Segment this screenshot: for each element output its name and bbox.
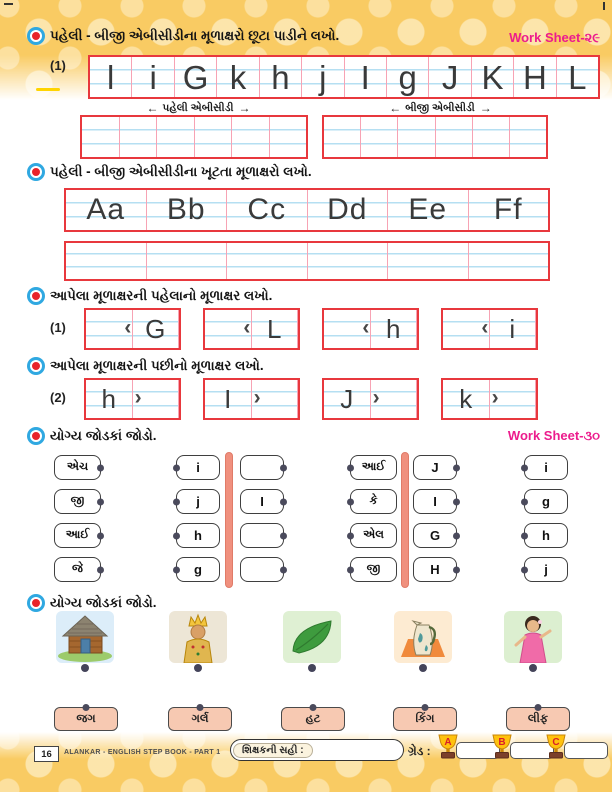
item-number-4: (2) <box>50 390 66 405</box>
given-letter-cell <box>371 310 418 348</box>
word-button[interactable] <box>393 707 457 731</box>
practice-cell[interactable] <box>120 117 158 157</box>
bullet-icon <box>30 166 42 178</box>
answer-text: I <box>260 494 264 509</box>
connector-dot[interactable] <box>422 704 429 711</box>
connector-dot[interactable] <box>419 664 427 672</box>
chevron-right-icon: › <box>134 386 142 410</box>
name-text: કે <box>369 495 378 507</box>
bullet-icon <box>30 597 42 609</box>
given-letter-cell <box>443 380 490 418</box>
bracket-text: પહેલી એબીસીડી <box>162 101 234 114</box>
after-letter-box <box>203 378 300 420</box>
girl-image[interactable] <box>504 611 562 663</box>
match-name-box[interactable] <box>54 557 101 582</box>
grade-label: ગ્રેડ : <box>408 744 431 758</box>
leaf-image[interactable] <box>283 611 341 663</box>
connector-dot[interactable] <box>310 704 317 711</box>
name-text: જી <box>366 563 381 575</box>
chevron-left-icon: ‹ <box>243 316 251 340</box>
letter-cell <box>175 57 217 97</box>
connector-dot[interactable] <box>529 664 537 672</box>
name-text: એચ <box>66 461 89 473</box>
match-letter-box[interactable] <box>413 489 457 514</box>
crop-mark <box>4 3 13 5</box>
item-number-1: (1) <box>50 58 66 73</box>
letter-cell <box>472 57 514 97</box>
letter-text: J <box>431 460 439 475</box>
bullet-icon <box>30 360 42 372</box>
connector-dot[interactable] <box>347 464 354 471</box>
letter-cell <box>302 57 344 97</box>
connector-dot[interactable] <box>97 532 104 539</box>
instruction-3 <box>30 288 272 304</box>
pair-cell <box>66 190 147 230</box>
word-text: ગર્લ <box>191 712 209 725</box>
letter-cell <box>345 57 387 97</box>
match-name-box[interactable] <box>350 489 397 514</box>
connector-dot[interactable] <box>280 498 287 505</box>
chevron-right-icon: › <box>372 386 380 410</box>
match-name-box[interactable] <box>54 523 101 548</box>
connector-dot[interactable] <box>308 664 316 672</box>
before-letter-box <box>441 308 538 350</box>
chevron-left-icon: ‹ <box>481 316 489 340</box>
pair-cell <box>227 190 308 230</box>
arrow-left-icon: ← <box>389 101 401 115</box>
item-number-3: (1) <box>50 320 66 335</box>
after-letter-box <box>322 378 419 420</box>
letter-text: h <box>542 528 550 543</box>
connector-dot[interactable] <box>173 498 180 505</box>
pair-cell <box>147 190 228 230</box>
before-letter-box <box>322 308 419 350</box>
after-letter-box <box>84 378 181 420</box>
practice-cell[interactable] <box>157 117 195 157</box>
letter: I <box>360 58 370 96</box>
name-text: એલ <box>363 529 384 541</box>
grade-letter: B <box>498 737 506 748</box>
word-button[interactable] <box>506 707 570 731</box>
connector-dot[interactable] <box>97 566 104 573</box>
match-letter-box[interactable] <box>413 523 457 548</box>
match-letter-box[interactable] <box>524 557 568 582</box>
connector-dot[interactable] <box>521 464 528 471</box>
yellow-dash <box>36 88 60 91</box>
bracket-label-second-abcd <box>330 101 550 115</box>
connector-dot[interactable] <box>81 664 89 672</box>
match-name-box[interactable] <box>54 455 101 480</box>
practice-line-1 <box>88 55 600 99</box>
letter: l <box>107 58 115 96</box>
divider-bar <box>225 452 233 588</box>
letter: h <box>101 384 116 414</box>
connector-dot[interactable] <box>453 464 460 471</box>
king-image[interactable] <box>169 611 227 663</box>
grade-box-c[interactable] <box>564 742 608 759</box>
instruction-6-text: યોગ્ય જોડકાં જોડો. <box>50 595 157 610</box>
name-text: જે <box>72 563 83 575</box>
given-letter-cell <box>252 310 299 348</box>
chevron-right-icon: › <box>253 386 261 410</box>
connector-dot[interactable] <box>280 566 287 573</box>
match-letter-box[interactable] <box>413 455 457 480</box>
letter-cell <box>90 57 132 97</box>
match-answer-box[interactable] <box>240 557 284 582</box>
word-text: લીફ <box>527 712 549 725</box>
letter: G <box>182 58 209 96</box>
letter-pair: Ee <box>408 193 448 226</box>
given-letter-cell <box>324 380 371 418</box>
answer-grid-first-abcd <box>80 115 308 159</box>
letter-cell <box>557 57 598 97</box>
answer-grid-second-abcd <box>322 115 548 159</box>
instruction-2-text: પહેલી - બીજી એબીસીડીના ખૂટતા મૂળાક્ષરો લખો. <box>50 164 312 179</box>
letter: i <box>149 58 157 96</box>
pair-answer-line <box>64 241 550 281</box>
practice-cell[interactable] <box>388 243 469 279</box>
letter: g <box>398 58 417 96</box>
given-letter-cell <box>86 380 133 418</box>
connector-dot[interactable] <box>535 704 542 711</box>
pair-cell <box>308 190 389 230</box>
match-answer-box[interactable] <box>240 455 284 480</box>
letter: L <box>267 314 282 344</box>
match-letter-box[interactable] <box>524 455 568 480</box>
signature-area[interactable] <box>313 742 401 758</box>
letter-pair: Cc <box>247 193 287 226</box>
pair-cell <box>388 190 469 230</box>
match-letter-box[interactable] <box>176 523 220 548</box>
instruction-4-text: આપેલા મૂળાક્ષરની પછીનો મૂળાક્ષર લખો. <box>50 358 264 373</box>
before-letter-box <box>84 308 181 350</box>
word-button[interactable] <box>54 707 118 731</box>
letter-pair: Aa <box>86 193 126 226</box>
letter: h <box>271 58 290 96</box>
word-text: કિંગ <box>415 712 435 725</box>
connector-dot[interactable] <box>347 566 354 573</box>
bullet-icon <box>30 290 42 302</box>
connector-dot[interactable] <box>97 464 104 471</box>
word-button[interactable] <box>281 707 345 731</box>
connector-dot[interactable] <box>347 498 354 505</box>
practice-cell[interactable] <box>308 243 389 279</box>
word-button[interactable] <box>168 707 232 731</box>
connector-dot[interactable] <box>453 566 460 573</box>
letter: I <box>224 384 232 414</box>
letter-cell <box>514 57 556 97</box>
connector-dot[interactable] <box>97 498 104 505</box>
book-title: ALANKAR - ENGLISH STEP BOOK - PART 1 <box>64 749 221 756</box>
letter-text: g <box>542 494 550 509</box>
letter-text: i <box>196 460 200 475</box>
letter-pair: Bb <box>166 193 206 226</box>
letter: h <box>386 314 401 344</box>
bullet-icon <box>30 30 42 42</box>
practice-cell[interactable] <box>510 117 546 157</box>
pair-cell <box>469 190 549 230</box>
connector-dot[interactable] <box>173 464 180 471</box>
connector-dot[interactable] <box>521 498 528 505</box>
match-name-box[interactable] <box>350 523 397 548</box>
connector-dot[interactable] <box>521 532 528 539</box>
practice-cell[interactable] <box>324 117 361 157</box>
practice-cell[interactable] <box>195 117 233 157</box>
trophy-b-icon <box>490 733 514 760</box>
connector-dot[interactable] <box>521 566 528 573</box>
letter-text: i <box>544 460 548 475</box>
worksheet-29-label: Work Sheet-૨૯ <box>509 30 600 45</box>
practice-cell[interactable] <box>147 243 228 279</box>
letter: L <box>568 58 587 96</box>
word-text: હટ <box>305 712 321 725</box>
practice-cell[interactable] <box>469 243 549 279</box>
divider-bar <box>401 452 409 588</box>
word-text: જગ <box>76 712 96 725</box>
grade-letter: A <box>444 737 452 748</box>
page-number: 16 <box>34 746 59 762</box>
connector-dot[interactable] <box>194 664 202 672</box>
match-letter-box[interactable] <box>176 557 220 582</box>
match-letter-box[interactable] <box>524 489 568 514</box>
instruction-5 <box>30 428 157 444</box>
letter-cell <box>217 57 259 97</box>
match-name-box[interactable] <box>350 557 397 582</box>
letter-cell <box>387 57 429 97</box>
letter: k <box>459 384 473 414</box>
practice-cell[interactable] <box>270 117 307 157</box>
arrow-left-icon: ← <box>146 101 158 115</box>
letter: J <box>441 58 459 96</box>
match-answer-box[interactable] <box>240 523 284 548</box>
letter-text: h <box>194 528 202 543</box>
arrow-right-icon: → <box>479 101 491 115</box>
practice-cell[interactable] <box>473 117 510 157</box>
instruction-6 <box>30 595 157 611</box>
connector-dot[interactable] <box>173 566 180 573</box>
crop-mark <box>603 2 605 10</box>
connector-dot[interactable] <box>347 532 354 539</box>
instruction-3-text: આપેલા મૂળાક્ષરની પહેલાનો મૂળાક્ષર લખો. <box>50 288 273 303</box>
chevron-right-icon: › <box>491 386 499 410</box>
instruction-5-text: યોગ્ય જોડકાં જોડો. <box>50 428 157 443</box>
connector-dot[interactable] <box>83 704 90 711</box>
letter-pair: Dd <box>327 193 368 226</box>
match-answer-box[interactable] <box>240 489 284 514</box>
connector-dot[interactable] <box>173 532 180 539</box>
letter-text: g <box>194 562 202 577</box>
connector-dot[interactable] <box>453 532 460 539</box>
match-letter-box[interactable] <box>413 557 457 582</box>
letter-text: G <box>429 528 441 543</box>
practice-cell[interactable] <box>232 117 270 157</box>
given-letter-cell <box>205 380 252 418</box>
arrow-right-icon: → <box>238 101 250 115</box>
practice-cell[interactable] <box>82 117 120 157</box>
letter-text: j <box>544 562 548 577</box>
worksheet-30-label: Work Sheet-૩૦ <box>507 428 600 443</box>
practice-cell[interactable] <box>398 117 435 157</box>
given-letter-cell <box>490 310 537 348</box>
letter: J <box>340 384 354 414</box>
pair-line <box>64 188 550 232</box>
letter-text: j <box>196 494 200 509</box>
chevron-left-icon: ‹ <box>124 316 132 340</box>
letter-cell <box>429 57 471 97</box>
connector-dot[interactable] <box>280 464 287 471</box>
practice-cell[interactable] <box>361 117 398 157</box>
name-text: આઈ <box>361 461 386 473</box>
letter: k <box>229 58 247 96</box>
match-letter-box[interactable] <box>176 489 220 514</box>
jug-image[interactable] <box>394 611 452 663</box>
practice-cell[interactable] <box>436 117 473 157</box>
letter-text: H <box>430 562 440 577</box>
instruction-2 <box>30 164 312 180</box>
trophy-a-icon <box>436 733 460 760</box>
connector-dot[interactable] <box>280 532 287 539</box>
match-letter-box[interactable] <box>176 455 220 480</box>
letter-cell <box>132 57 174 97</box>
teacher-signature-label: શિક્ષકની સહી : <box>233 743 313 758</box>
letter: K <box>481 58 504 96</box>
letter-text: I <box>433 494 437 509</box>
chevron-left-icon: ‹ <box>362 316 370 340</box>
trophy-c-icon <box>544 733 568 760</box>
letter-pair: Ff <box>493 193 523 226</box>
connector-dot[interactable] <box>453 498 460 505</box>
instruction-4 <box>30 358 264 374</box>
practice-cell[interactable] <box>66 243 147 279</box>
grade-letter: C <box>552 737 560 748</box>
before-letter-box <box>203 308 300 350</box>
letter: H <box>523 58 547 96</box>
after-letter-box <box>441 378 538 420</box>
name-text: જી <box>70 495 85 507</box>
bracket-text: બીજી એબીસીડી <box>405 101 475 114</box>
letter: G <box>145 314 166 344</box>
practice-cell[interactable] <box>227 243 308 279</box>
letter: j <box>319 58 327 96</box>
hut-image[interactable] <box>56 611 114 663</box>
connector-dot[interactable] <box>197 704 204 711</box>
bullet-icon <box>30 430 42 442</box>
letter-cell <box>260 57 302 97</box>
match-name-box[interactable] <box>350 455 397 480</box>
bracket-label-first-abcd <box>88 101 308 115</box>
name-text: આઈ <box>65 529 90 541</box>
letter: i <box>509 314 516 344</box>
match-name-box[interactable] <box>54 489 101 514</box>
instruction-1-text: પહેલી - બીજી એબીસીડીના મૂળાક્ષરો છૂટા પાડીને લખો. <box>50 28 340 43</box>
given-letter-cell <box>133 310 180 348</box>
match-letter-box[interactable] <box>524 523 568 548</box>
instruction-1 <box>30 28 339 44</box>
teacher-signature-field[interactable] <box>230 739 404 761</box>
